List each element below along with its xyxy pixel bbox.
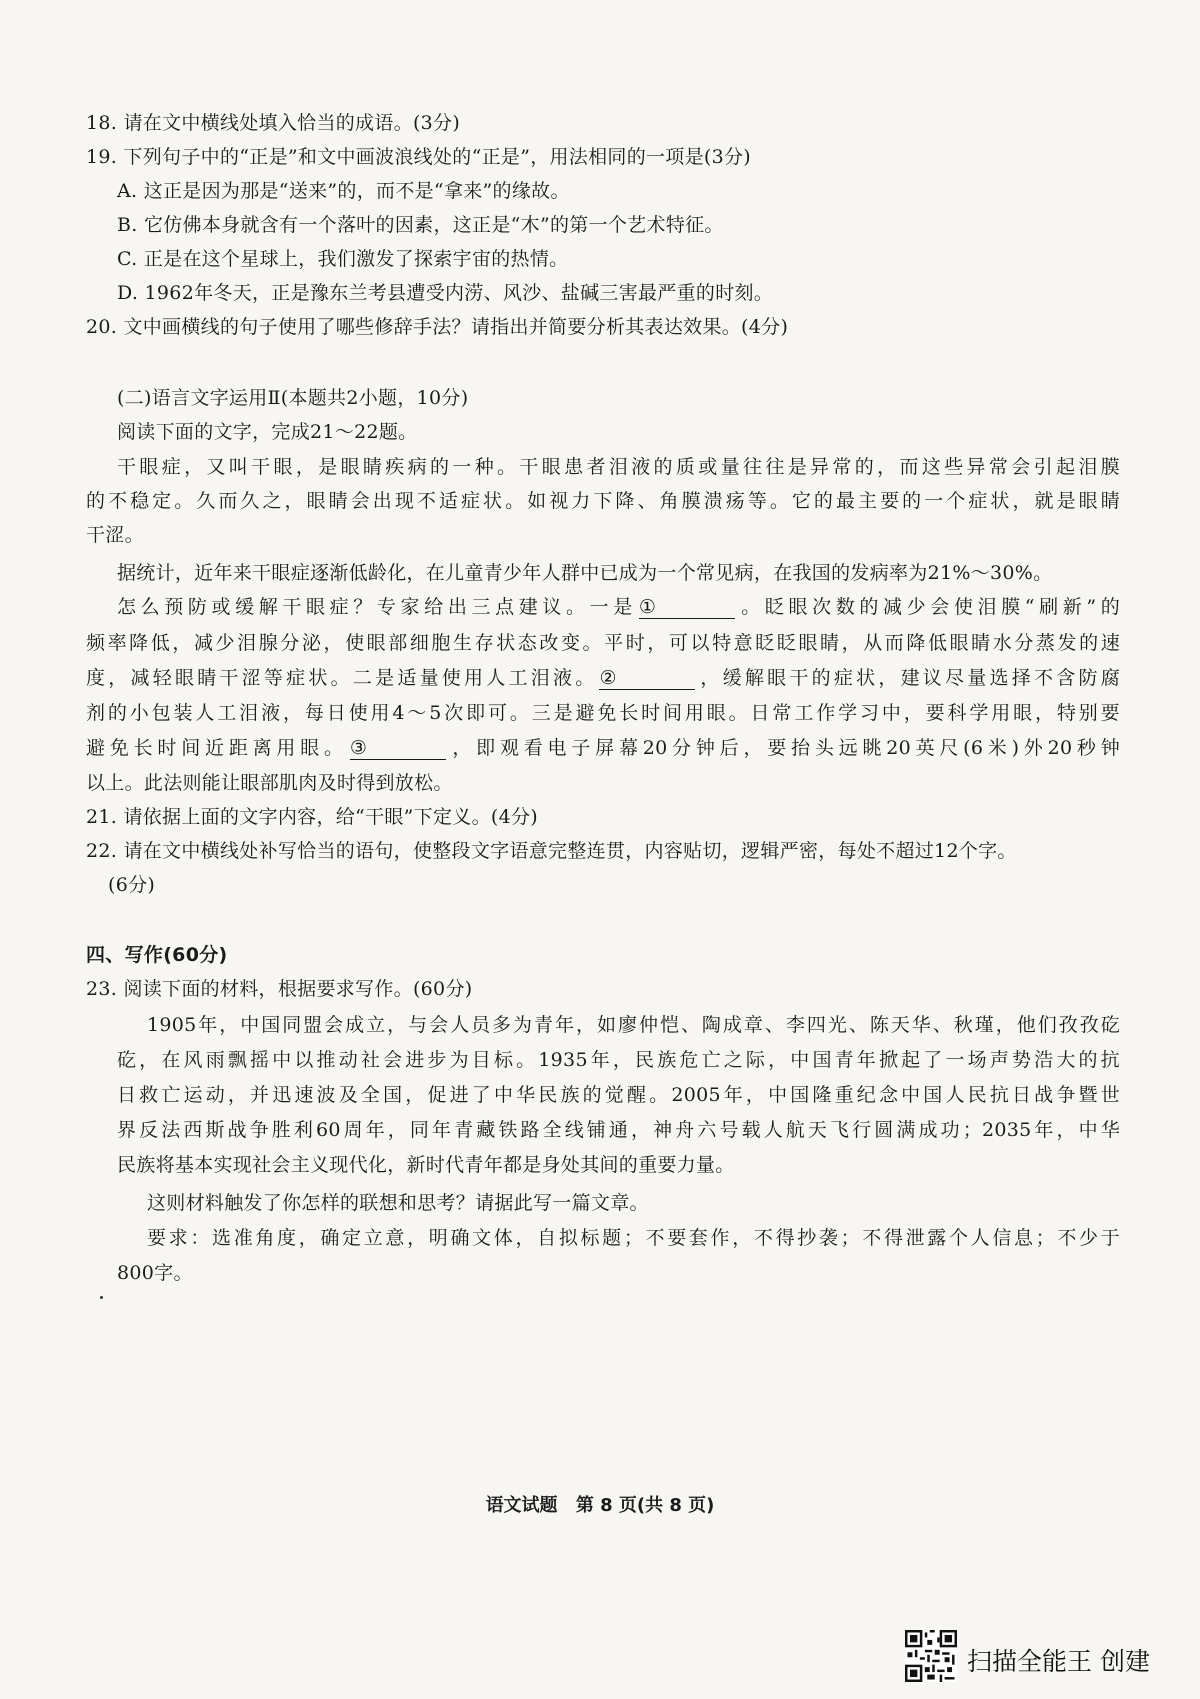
material-line: 矻，在风雨飘摇中以推动社会进步为目标。1935年，民族危亡之际，中国青年掀起了一场声势浩大的抗 [117, 1049, 1120, 1071]
writing-requirements-cont: 800字。 [117, 1262, 193, 1284]
question-22: 22. 请在文中横线处补写恰当的语句，使整段文字语意完整连贯，内容贴切，逻辑严密，每处不超过12个字。 [86, 840, 1017, 862]
passage-line: 的不稳定。久而久之，眼睛会出现不适症状。如视力下降、角膜溃疡等。它的最主要的一个症状，就是眼睛 [86, 490, 1120, 512]
fill-blank-3: ③ [350, 737, 446, 760]
question-22-score: (6分) [108, 874, 156, 896]
question-23: 23. 阅读下面的材料，根据要求写作。(60分) [86, 978, 473, 1000]
passage-text: 度，减轻眼睛干涩等症状。二是适量使用人工泪液。 [86, 667, 598, 689]
passage-text: ，即观看电子屏幕20分钟后，要抬头远眺20英尺(6米)外20秒钟 [447, 737, 1120, 759]
writing-requirements: 要求：选准角度，确定立意，明确文体，自拟标题；不要套作，不得抄袭；不得泄露个人信息；不少于 [147, 1227, 1120, 1249]
option-b: B. 它仿佛本身就含有一个落叶的因素，这正是“木”的第一个艺术特征。 [117, 214, 724, 236]
question-18: 18. 请在文中横线处填入恰当的成语。(3分) [86, 112, 461, 134]
page-footer [0, 1491, 1200, 1517]
footer-page-number: 第 8 页(共 8 页) [575, 1495, 715, 1516]
writing-prompt: 这则材料触发了你怎样的联想和思考？请据此写一篇文章。 [147, 1192, 649, 1214]
option-c: C. 正是在这个星球上，我们激发了探索宇宙的热情。 [117, 248, 569, 270]
passage-line: 频率降低，减少泪腺分泌，使眼部细胞生存状态改变。平时，可以特意眨眨眼睛，从而降低眼睛水分蒸发的速 [86, 632, 1120, 654]
fill-blank-1: ① [639, 596, 735, 619]
passage-line: 干眼症，又叫干眼，是眼睛疾病的一种。干眼患者泪液的质或量往往是异常的，而这些异常会引起泪膜 [117, 456, 1120, 478]
section-2-intro: 阅读下面的文字，完成21～22题。 [117, 421, 418, 443]
passage-line: 剂的小包装人工泪液，每日使用4～5次即可。三是避免长时间用眼。日常工作学习中，要科学用眼，特别要 [86, 702, 1120, 724]
passage-line: 干涩。 [86, 524, 144, 546]
material-line: 1905年，中国同盟会成立，与会人员多为青年，如廖仲恺、陶成章、李四光、陈天华、秋瑾，他们孜孜矻 [147, 1014, 1120, 1036]
scanner-watermark [905, 1630, 1175, 1684]
option-d: D. 1962年冬天，正是豫东兰考县遭受内涝、风沙、盐碱三害最严重的时刻。 [117, 282, 774, 304]
passage-text: ，缓解眼干的症状，建议尽量选择不含防腐 [697, 667, 1121, 689]
passage-text: 。眨眼次数的减少会使泪膜“刷新”的 [736, 596, 1120, 618]
section-4-heading: 四、写作(60分) [86, 944, 228, 966]
question-20: 20. 文中画横线的句子使用了哪些修辞手法？请指出并简要分析其表达效果。(4分) [86, 316, 789, 338]
passage-line: 以上。此法则能让眼部肌肉及时得到放松。 [86, 772, 453, 794]
passage-line [86, 665, 1120, 691]
scan-speck [100, 1296, 103, 1299]
question-21: 21. 请依据上面的文字内容，给“干眼”下定义。(4分) [86, 806, 538, 828]
passage-line [117, 594, 1120, 620]
section-2-heading: (二)语言文字运用Ⅱ(本题共2小题，10分) [117, 387, 469, 409]
material-line: 日救亡运动，并迅速波及全国，促进了中华民族的觉醒。2005年，中国隆重纪念中国人民抗日战争暨世 [117, 1084, 1120, 1106]
passage-text: 避免长时间近距离用眼。 [86, 737, 348, 759]
question-19: 19. 下列句子中的“正是”和文中画波浪线处的“正是”，用法相同的一项是(3分) [86, 146, 752, 168]
material-line: 界反法西斯战争胜利60周年，同年青藏铁路全线铺通，神舟六号载人航天飞行圆满成功；2035年，中华 [117, 1119, 1120, 1141]
footer-subject: 语文试题 [485, 1495, 558, 1516]
passage-line [86, 735, 1120, 761]
passage-line: 据统计，近年来干眼症逐渐低龄化，在儿童青少年人群中已成为一个常见病，在我国的发病率为21%～30%。 [117, 562, 1053, 584]
scanner-watermark-text: 扫描全能王 创建 [967, 1647, 1150, 1676]
material-line: 民族将基本实现社会主义现代化，新时代青年都是身处其间的重要力量。 [117, 1154, 735, 1176]
fill-blank-2: ② [599, 667, 695, 690]
option-a: A. 这正是因为那是“送来”的，而不是“拿来”的缘故。 [117, 180, 570, 202]
passage-text: 怎么预防或缓解干眼症？专家给出三点建议。一是 [117, 596, 637, 618]
qr-code-icon [905, 1630, 957, 1682]
